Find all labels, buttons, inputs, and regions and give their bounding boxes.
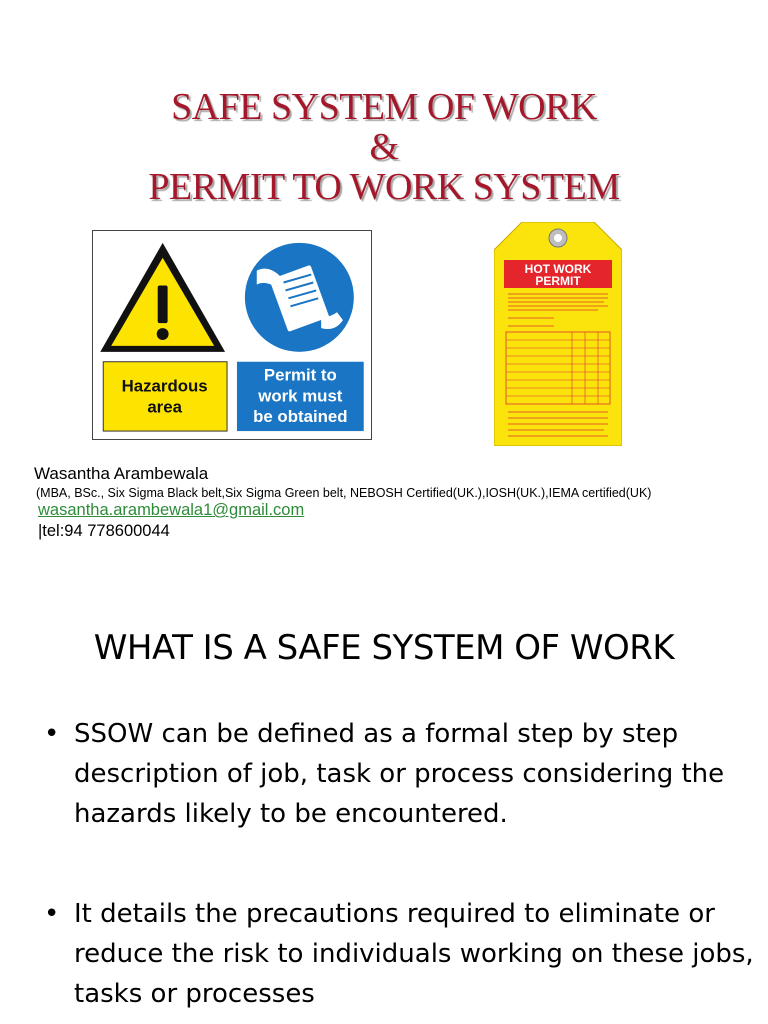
- title-line-1: SAFE SYSTEM OF WORK: [171, 86, 597, 128]
- permit-caption-line-2: work must: [258, 386, 343, 406]
- author-name: Wasantha Arambewala: [34, 464, 209, 483]
- hot-work-permit-tag: [494, 222, 622, 446]
- hazard-caption-line-1: Hazardous: [121, 376, 208, 396]
- tag-heading-line-1: HOT WORK: [524, 262, 592, 276]
- tag-heading-line-2: PERMIT: [535, 274, 581, 288]
- permit-caption-line-1: Permit to: [263, 365, 337, 385]
- safety-sign: [92, 230, 372, 440]
- author-credentials: (MBA, BSc., Six Sigma Black belt,Six Sigma Green belt, NEBOSH Certified(UK.),IOSH(UK.),IEMA certified(UK): [36, 486, 652, 500]
- bullet-text: SSOW can be defined as a formal step by step description of job, task or process considering the hazards likely to be encountered.: [74, 719, 725, 829]
- warning-triangle-icon: [100, 243, 225, 352]
- author-email-link[interactable]: wasantha.arambewala1@gmail.com: [38, 501, 305, 519]
- bullet-marker: •: [44, 899, 60, 929]
- tag-eyelet-icon: [549, 229, 567, 247]
- content-slide: [0, 576, 768, 1024]
- permit-hand-icon: [245, 243, 354, 352]
- bullet-text: It details the precautions required to eliminate or reduce the risk to individuals working on these jobs, tasks or processes: [74, 899, 754, 1009]
- slide-heading: WHAT IS A SAFE SYSTEM OF WORK: [93, 628, 675, 668]
- permit-caption-line-3: be obtained: [253, 407, 348, 427]
- title-line-2: &: [369, 126, 399, 168]
- author-telephone: |tel:94 778600044: [38, 522, 170, 540]
- hazard-caption-line-2: area: [147, 397, 182, 417]
- bullet-marker: •: [44, 719, 60, 749]
- slide-title: [0, 88, 768, 208]
- title-line-3: PERMIT TO WORK SYSTEM: [148, 166, 620, 208]
